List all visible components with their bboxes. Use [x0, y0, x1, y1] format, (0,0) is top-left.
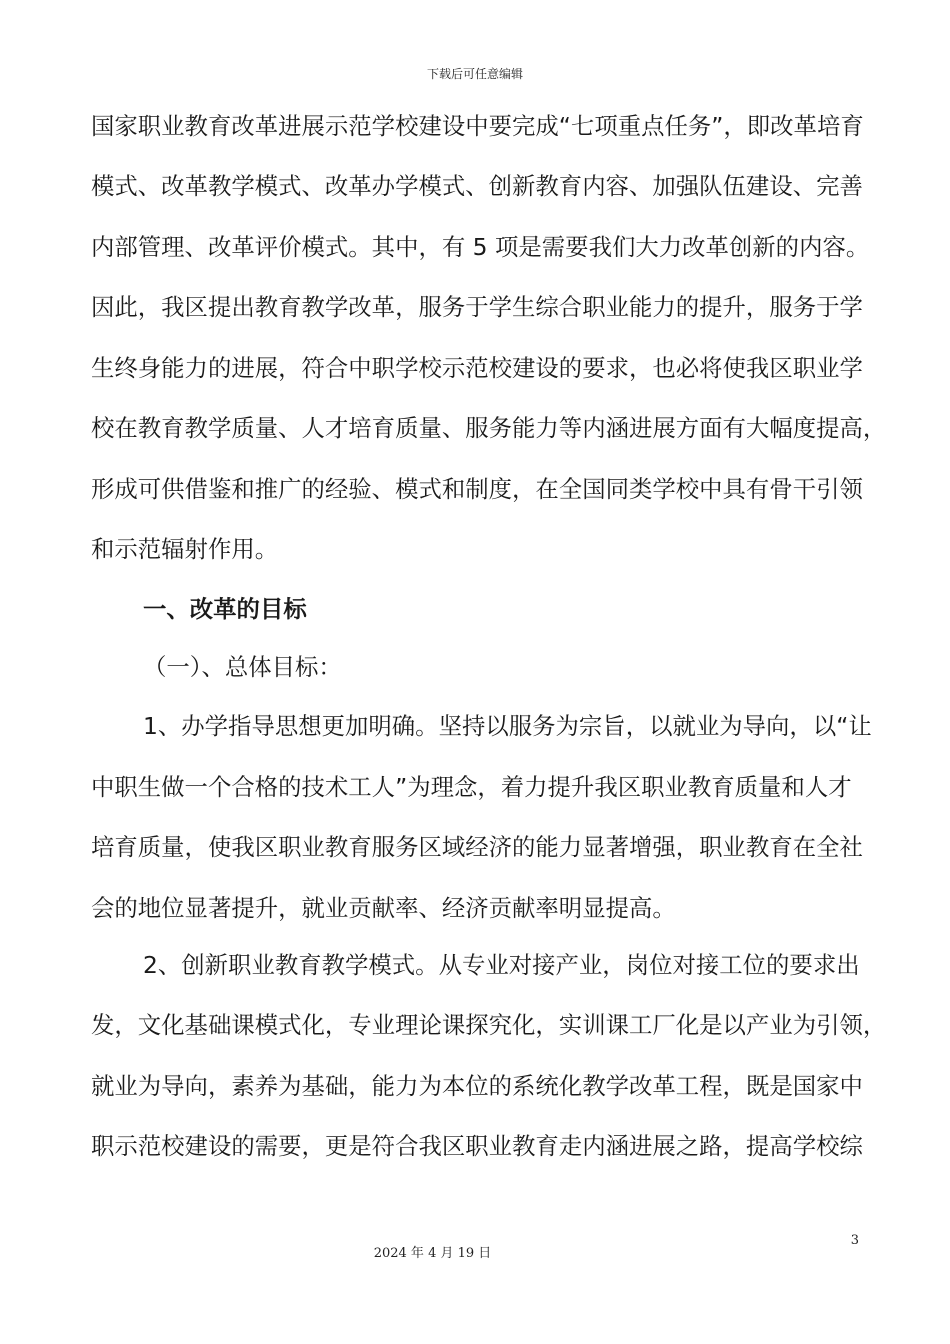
header-note: 下载后可任意编辑 — [426, 67, 523, 81]
body-line-13: 培育质量，使我区职业教育服务区域经济的能力显著增强，职业教育在全社 — [91, 833, 863, 861]
body-line-2: 模式、改革教学模式、改革办学模式、创新教育内容、加强队伍建设、完善 — [91, 172, 863, 200]
body-line-3: 内部管理、改革评价模式。其中，有 5 项是需要我们大力改革创新的内容。 — [91, 233, 870, 261]
body-line-16: 发，文化基础课模式化，专业理论课探究化，实训课工厂化是以产业为引领， — [91, 1011, 887, 1039]
body-line-5: 生终身能力的进展，符合中职学校示范校建设的要求，也必将使我区职业学 — [91, 354, 863, 382]
footer-date: 2024 年 4 月 19 日 — [373, 1246, 492, 1261]
section-heading: 一、改革的目标 — [143, 595, 307, 623]
body-line-1: 国家职业教育改革进展示范学校建设中要完成“七项重点任务”，即改革培育 — [91, 112, 864, 140]
body-line-8: 和示范辐射作用。 — [91, 535, 279, 563]
body-line-4: 因此，我区提出教育教学改革，服务于学生综合职业能力的提升，服务于学 — [91, 293, 863, 321]
body-line-18: 职示范校建设的需要，更是符合我区职业教育走内涵进展之路，提高学校综 — [91, 1132, 863, 1160]
body-line-15: 2、创新职业教育教学模式。从专业对接产业，岗位对接工位的要求出 — [143, 951, 860, 979]
body-line-14: 会的地位显著提升，就业贡献率、经济贡献率明显提高。 — [91, 894, 676, 922]
subsection-heading: （一）、总体目标： — [143, 653, 342, 681]
body-line-17: 就业为导向，素养为基础，能力为本位的系统化教学改革工程，既是国家中 — [91, 1072, 863, 1100]
body-line-7: 形成可供借鉴和推广的经验、模式和制度，在全国同类学校中具有骨干引领 — [91, 475, 863, 503]
body-line-11: 1、办学指导思想更加明确。坚持以服务为宗旨，以就业为导向，以“让 — [143, 712, 872, 740]
body-line-12: 中职生做一个合格的技术工人”为理念，着力提升我区职业教育质量和人才 — [91, 773, 852, 801]
page-number: 3 — [850, 1233, 859, 1248]
body-line-6: 校在教育教学质量、人才培育质量、服务能力等内涵进展方面有大幅度提高， — [91, 414, 887, 442]
